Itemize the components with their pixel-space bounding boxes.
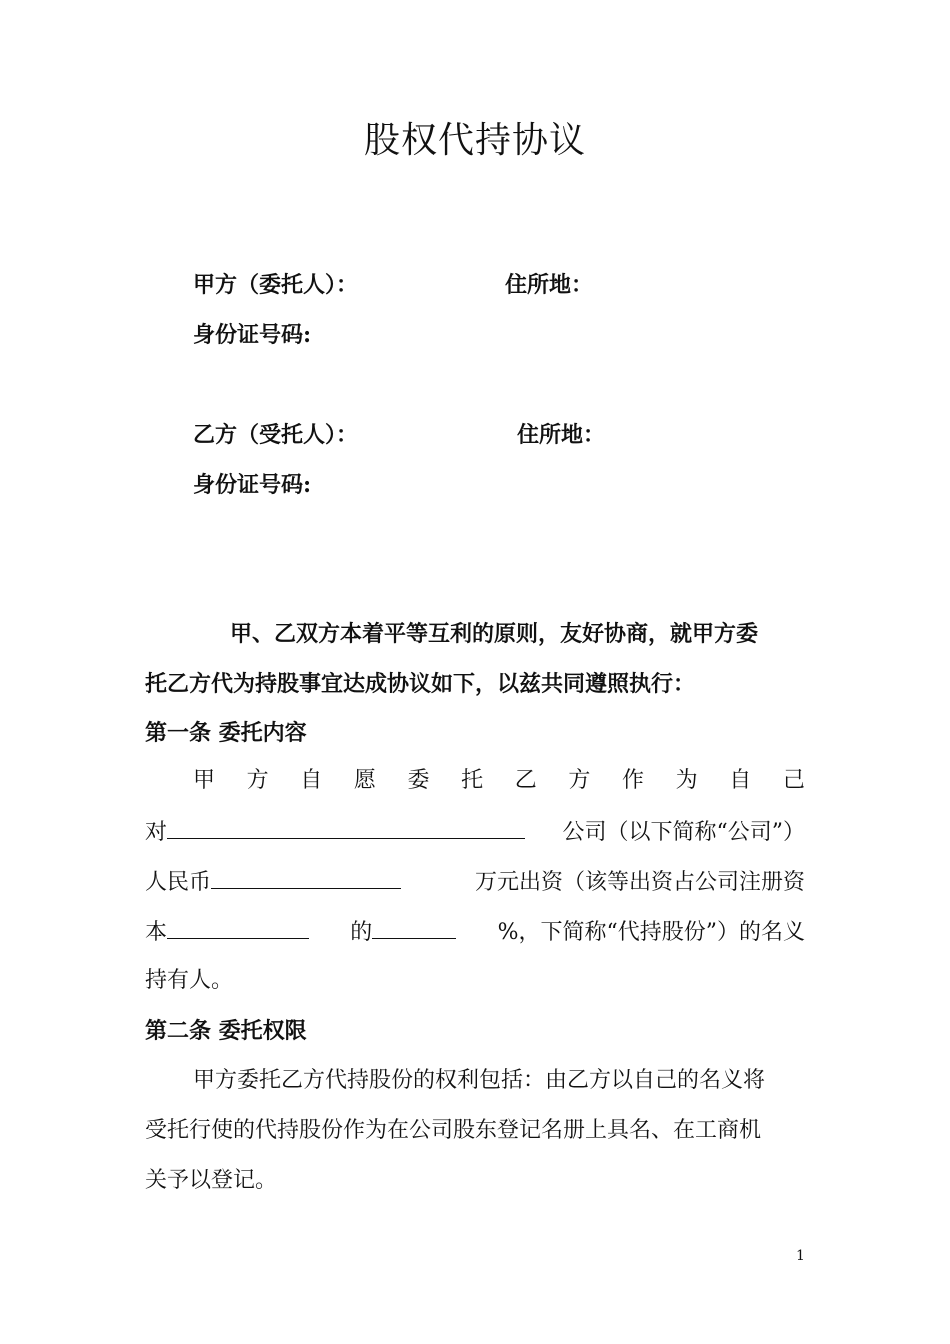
preamble-line-1: 甲、乙双方本着平等互利的原则，友好协商，就甲方委	[230, 621, 759, 647]
article-1-char: 为	[675, 768, 698, 793]
capital-blank	[167, 916, 309, 939]
article-1-char: 甲	[193, 768, 216, 793]
article-1-line-2-prefix: 对	[145, 820, 168, 845]
article-1-line-4	[145, 916, 805, 948]
article-2-line-2: 受托行使的代持股份作为在公司股东登记名册上具名、在工商机	[145, 1118, 762, 1143]
party-a-id-label: 身份证号码:	[193, 322, 312, 348]
party-b-id-label: 身份证号码:	[193, 472, 312, 498]
article-1-char: 自	[300, 768, 323, 793]
article-1-char: 方	[568, 768, 591, 793]
article-1-heading: 第一条 委托内容	[145, 720, 307, 746]
article-1-char: 方	[246, 768, 269, 793]
article-1-line-1	[193, 766, 805, 796]
page-number: 1	[796, 1248, 805, 1264]
article-1-line-4-prefix: 本	[145, 920, 168, 945]
company-name-blank	[167, 816, 525, 839]
article-1-line-5: 持有人。	[145, 968, 234, 993]
article-1-char: 己	[782, 768, 805, 793]
article-1-char: 委	[407, 768, 430, 793]
amount-blank	[211, 866, 401, 889]
article-1-line-3-suffix: 万元出资（该等出资占公司注册资	[474, 870, 805, 895]
article-1-line-2-suffix: 公司（以下简称“公司”）	[562, 820, 805, 845]
article-1-line-4-mid: 的	[350, 920, 373, 945]
article-2-heading: 第二条 委托权限	[145, 1018, 307, 1044]
article-2-line-1: 甲方委托乙方代持股份的权利包括：由乙方以自己的名义将	[193, 1068, 766, 1093]
article-1-line-3-prefix: 人民币	[145, 870, 212, 895]
party-a-address-label: 住所地：	[505, 272, 594, 298]
article-1-line-4-suffix: %，下简称“代持股份”）的名义	[497, 920, 805, 945]
document-title: 股权代持协议	[363, 120, 586, 161]
article-1-char: 作	[622, 768, 645, 793]
preamble-line-2: 托乙方代为持股事宜达成协议如下，以兹共同遵照执行：	[145, 671, 696, 697]
article-1-char: 自	[729, 768, 752, 793]
article-1-line-3	[145, 866, 805, 898]
party-a-label: 甲方（委托人）：	[193, 272, 359, 298]
party-b-label: 乙方（受托人）：	[193, 422, 359, 448]
party-b-address-label: 住所地：	[517, 422, 606, 448]
article-1-char: 托	[461, 768, 484, 793]
article-1-line-2	[145, 816, 805, 848]
article-2-line-3: 关予以登记。	[145, 1168, 278, 1193]
article-1-char: 乙	[514, 768, 537, 793]
article-1-char: 愿	[353, 768, 376, 793]
percent-blank	[372, 916, 456, 939]
